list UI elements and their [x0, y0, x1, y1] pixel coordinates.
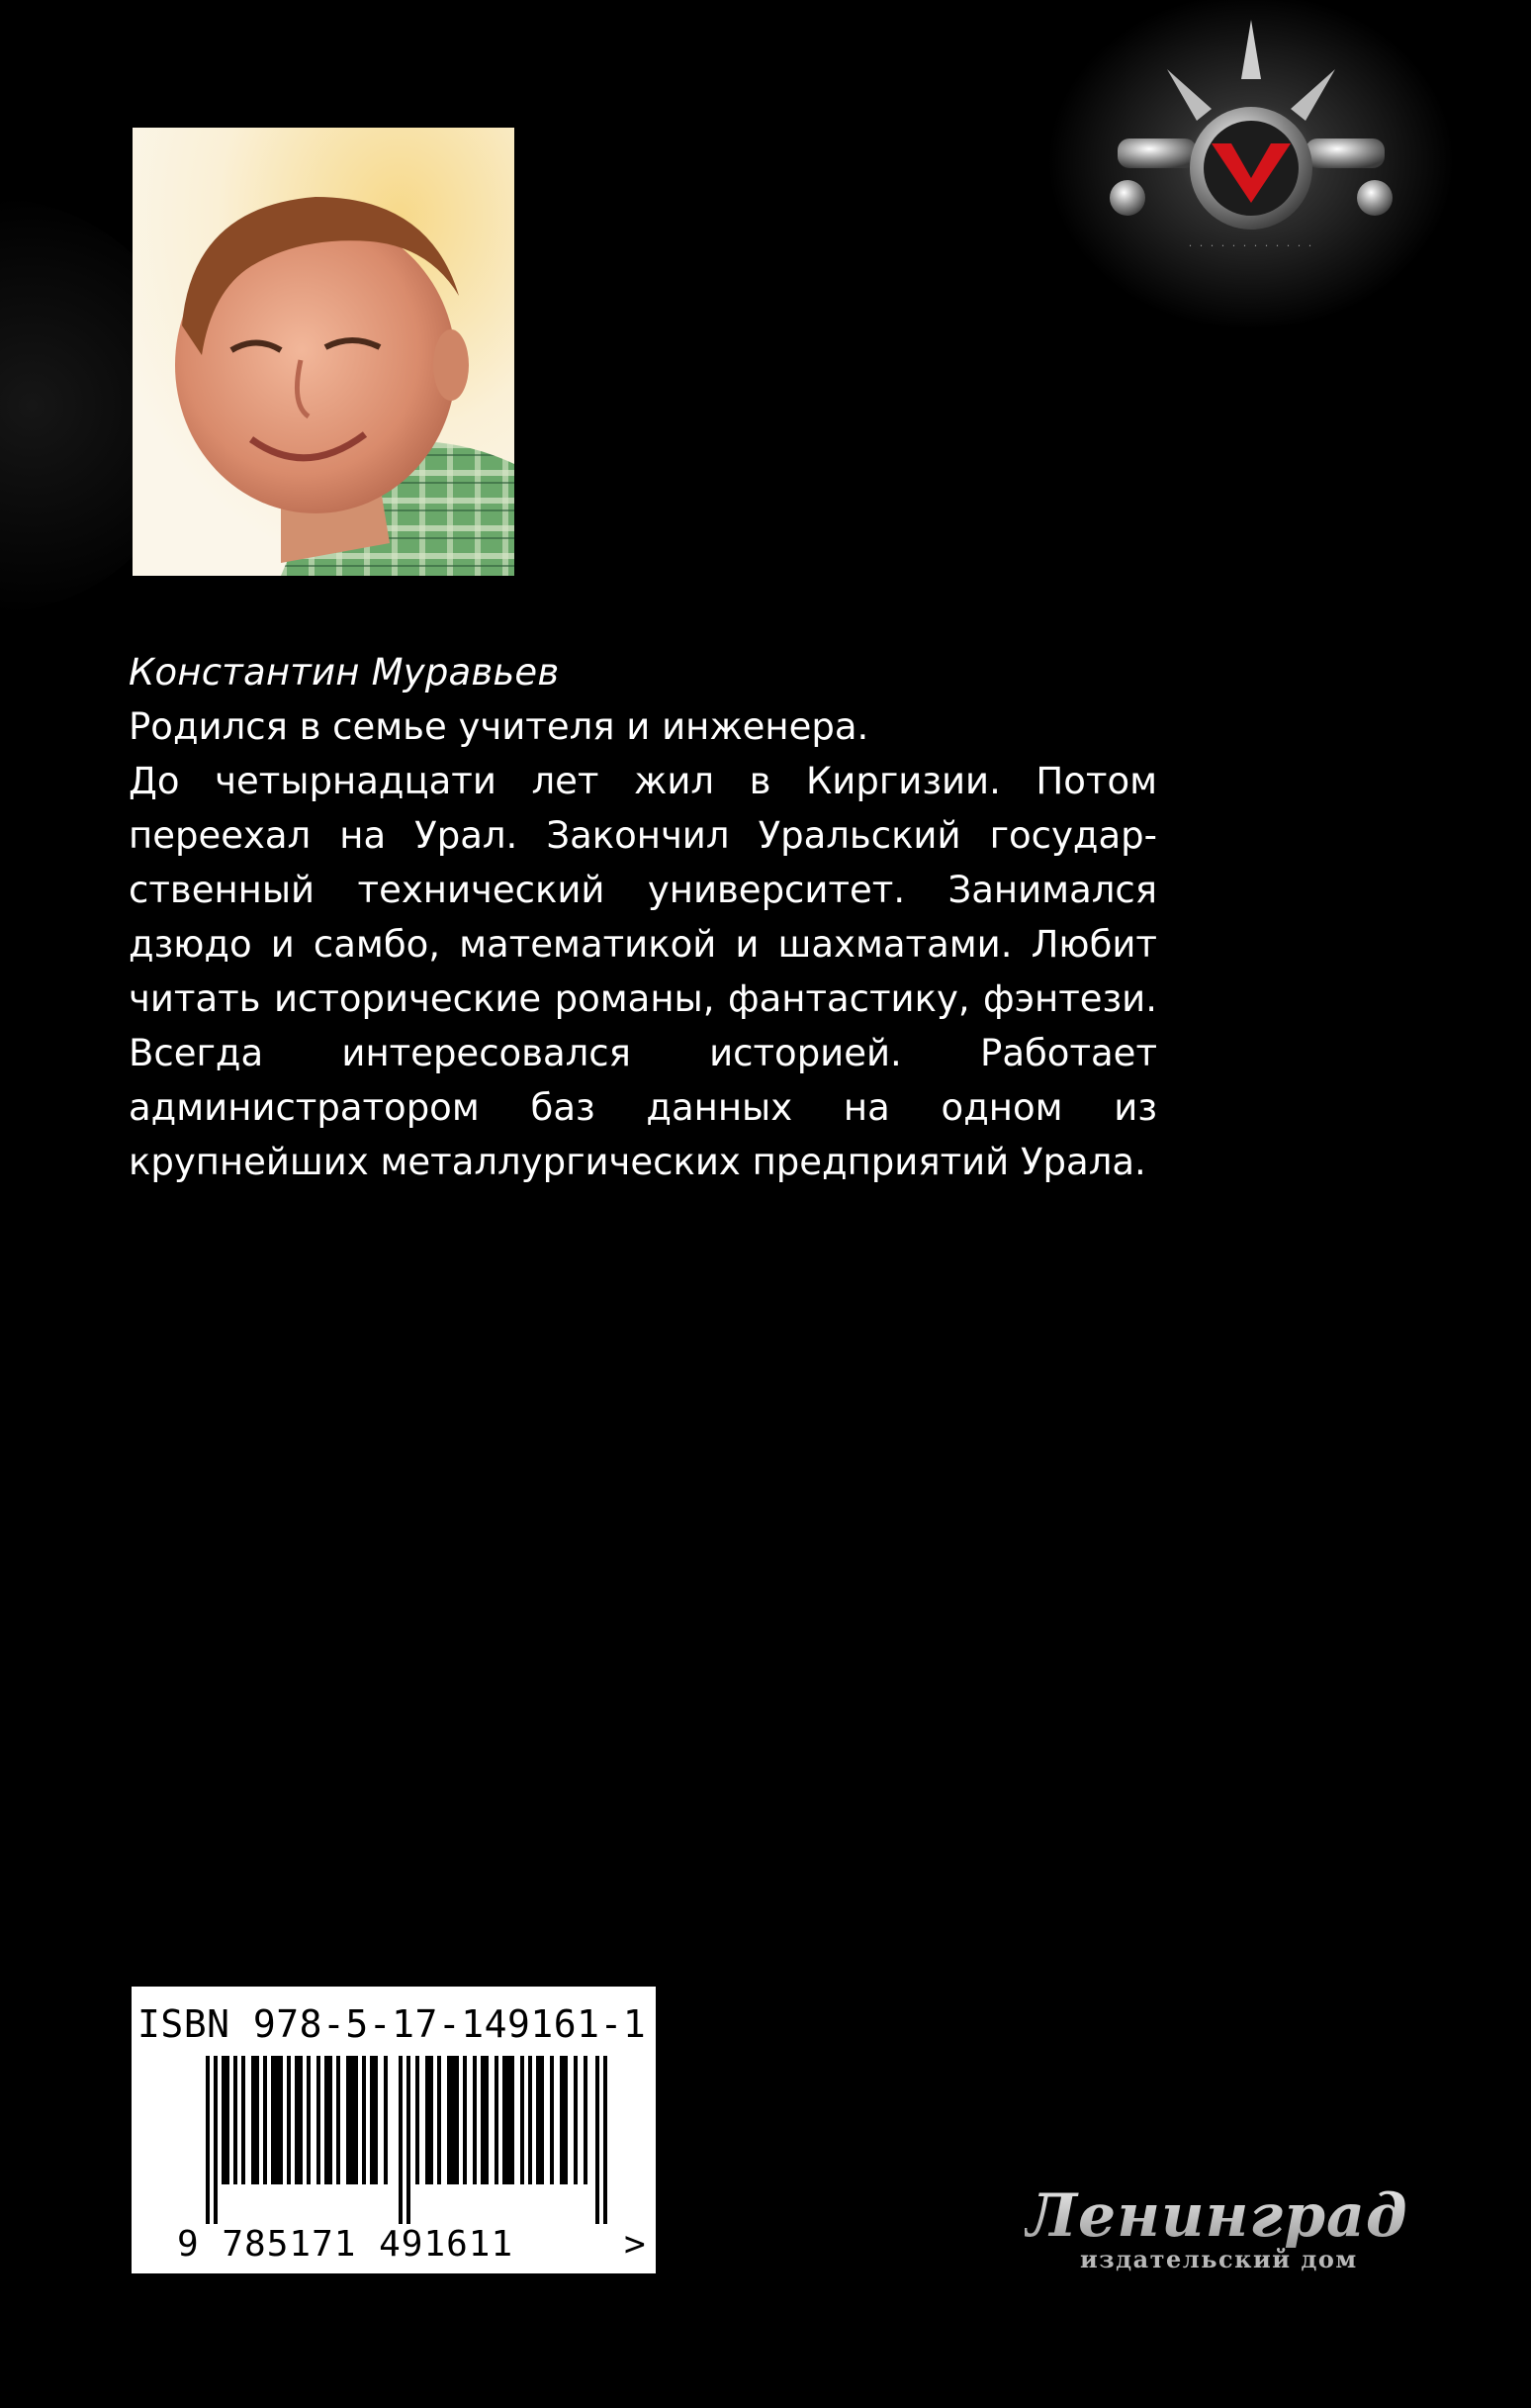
publisher-name: Ленинград	[1025, 2181, 1408, 2251]
author-bio	[129, 645, 1157, 1189]
isbn-label: ISBN 978-5-17-149161-1	[137, 2002, 647, 2046]
series-emblem	[1048, 0, 1454, 336]
author-photo	[133, 128, 514, 576]
ean-arrow: >	[624, 2224, 646, 2265]
ean-digits	[177, 2224, 513, 2265]
ean-right-group: 491611	[379, 2224, 514, 2265]
ean-left-group: 785171	[222, 2224, 357, 2265]
svg-text:· · · · · · · · · · · ·: · · · · · · · · · · · ·	[1188, 239, 1314, 252]
bio-paragraph: До четырнадцати лет жил в Киргизии. Потом переехал на Урал. Закончил Уральский государственный технический университет. Занимался дзюдо и самбо, математикой и шахматами. Любит читать исторические романы, фантастику, фэнтези. Всегда интересовался историей. Работает администратором баз данных на одном из крупнейших металлургических предприятий Урала.	[129, 760, 1157, 1183]
barcode-bars	[206, 2056, 611, 2224]
portrait-icon	[133, 128, 514, 576]
publisher-subtitle: издательский дом	[1080, 2245, 1358, 2273]
publisher-logo	[1025, 2181, 1408, 2283]
ean-first-digit: 9	[177, 2224, 200, 2265]
series-emblem-icon	[1048, 0, 1454, 336]
author-name: Константин Муравьев	[129, 651, 560, 694]
isbn-barcode	[132, 1987, 656, 2273]
bio-first-line: Родился в семье учителя и инженера.	[129, 705, 869, 748]
